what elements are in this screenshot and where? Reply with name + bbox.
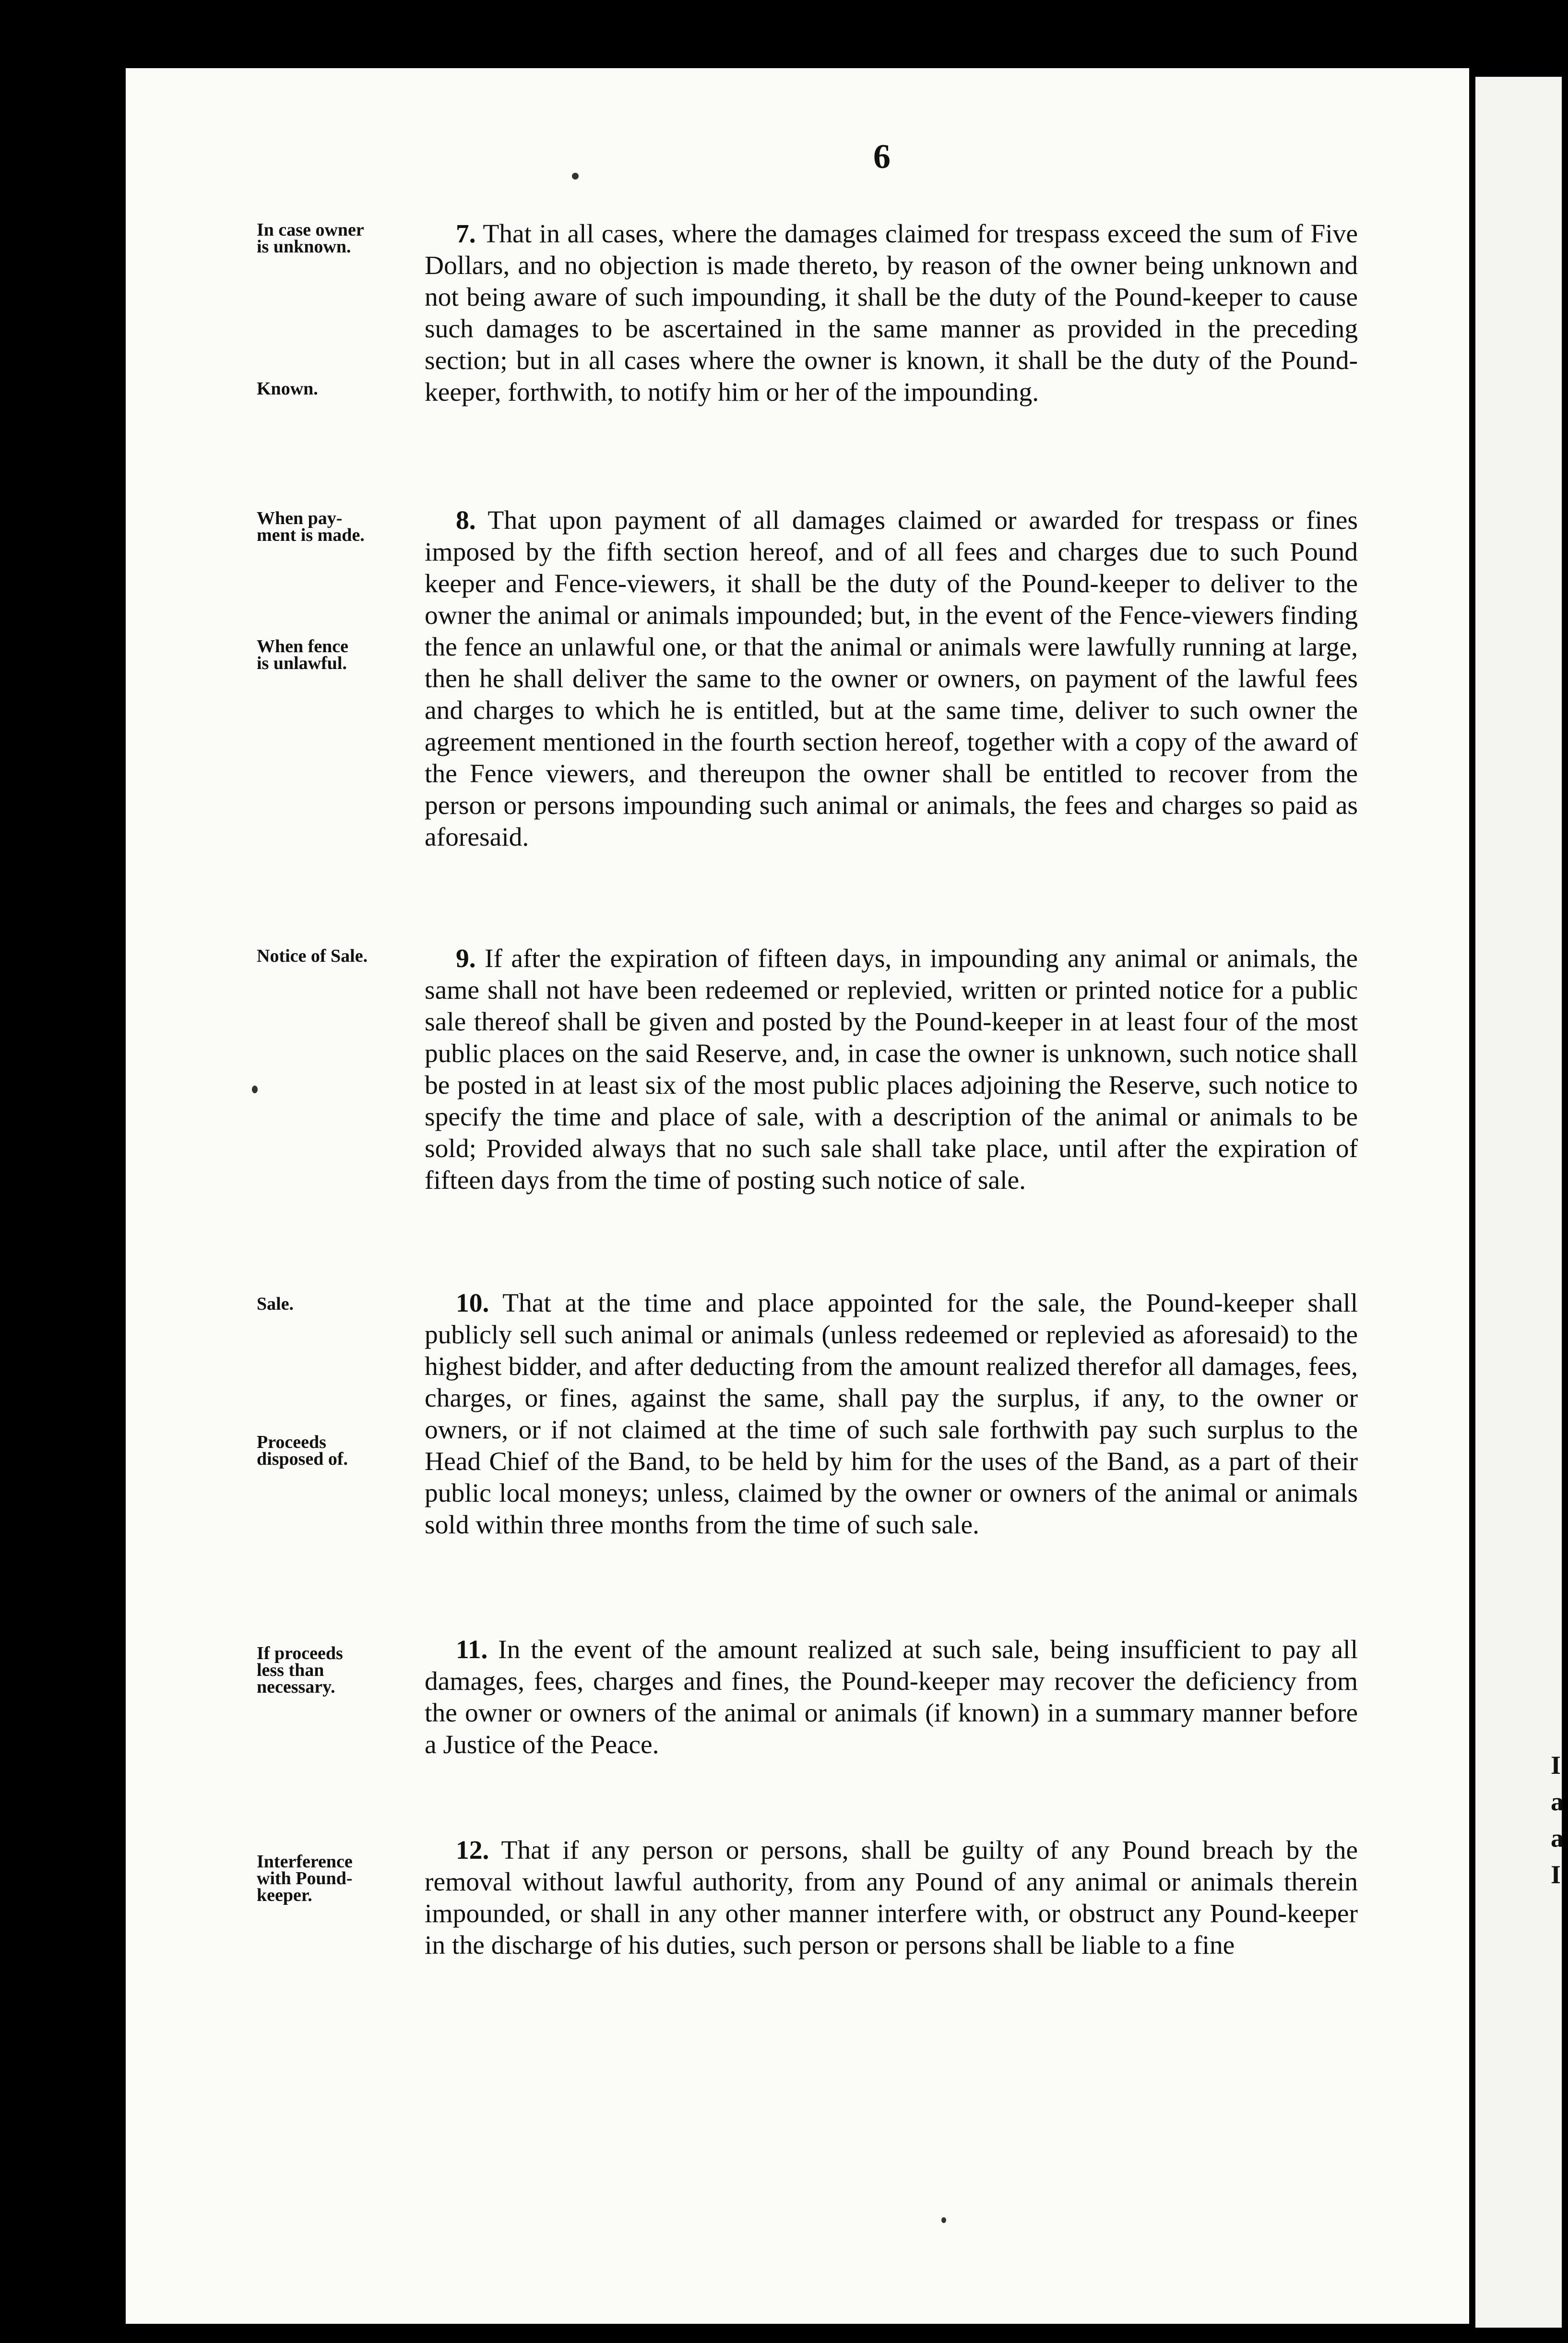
margin-note: Interference with Pound- keeper.: [257, 1852, 353, 1905]
page-number: 6: [873, 137, 891, 176]
margin-note: When pay- ment is made.: [257, 508, 365, 545]
section-8: [425, 505, 1358, 853]
margin-note: Proceeds disposed of.: [257, 1432, 348, 1469]
section-11: [425, 1634, 1358, 1761]
section-10: [425, 1288, 1358, 1541]
margin-note: When fence is unlawful.: [257, 636, 349, 673]
ink-speck: [572, 173, 579, 179]
edge-letter: I: [1551, 1751, 1561, 1780]
edge-letter: a: [1551, 1787, 1564, 1816]
margin-note: In case owner is unknown.: [257, 220, 364, 257]
section-number: 9.: [456, 944, 476, 973]
ink-speck: [941, 2217, 946, 2223]
section-number: 8.: [456, 506, 476, 535]
section-7: [425, 218, 1358, 408]
margin-note: Sale.: [257, 1294, 294, 1314]
section-text: In the event of the amount realized at such sale, being insufficient to pay all damages, fees, charges and fines, the Pound-keeper may recover the deficiency from the owner or owners of the animal or animals (if known) in a summary manner before a Justice of the Peace.: [425, 1635, 1358, 1759]
edge-letter: I: [1551, 1860, 1561, 1889]
section-text: That if any person or persons, shall be guilty of any Pound breach by the removal without lawful authority, from any Pound of any animal or animals therein impounded, or shall in any other manner interfere with, or obstruct any Pound-keeper in the discharge of his duties, such person or persons shall be liable to a fine: [425, 1836, 1358, 1960]
edge-letter: a: [1551, 1824, 1564, 1853]
section-number: 7.: [456, 219, 476, 249]
margin-note: If proceeds less than necessary.: [257, 1643, 343, 1697]
section-text: That at the time and place appointed for the sale, the Pound-keeper shall publicly sell such animal or animals (unless redeemed or replevied as aforesaid) to the highest bidder, and after deducting from the amount realized therefor all damages, fees, charges, or fines, against the same, shall pay the surplus, if any, to the owner or owners, or if not claimed at the time of such sale forthwith pay such surplus to the Head Chief of the Band, to be held by him for the uses of the Band, as a part of their public local moneys; unless, claimed by the owner or owners of the animal or animals sold within three months from the time of such sale.: [425, 1289, 1358, 1540]
section-number: 12.: [456, 1836, 489, 1865]
margin-note: Notice of Sale.: [257, 946, 368, 966]
section-number: 11.: [456, 1635, 488, 1664]
section-number: 10.: [456, 1289, 489, 1318]
section-text: If after the expiration of fifteen days, in impounding any animal or animals, the same shall not have been redeemed or replevied, written or printed notice for a public sale thereof shall be given and posted by the Pound-keeper in at least four of the most public places on the said Reserve, and, in case the owner is unknown, such notice shall be posted in at least six of the most public places adjoining the Reserve, such notice to specify the time and place of sale, with a description of the animal or animals to be sold; Provided always that no such sale shall take place, until after the expiration of fifteen days from the time of posting such notice of sale.: [425, 944, 1358, 1195]
adjacent-page-letters: [1551, 1747, 1568, 1893]
adjacent-page-edge: [1475, 77, 1562, 2328]
section-text: That in all cases, where the damages claimed for trespass exceed the sum of Five Dollars, and no objection is made thereto, by reason of the owner being unknown and not being aware of such impounding, it shall be the duty of the Pound-keeper to cause such damages to be ascertained in the same manner as provided in the preceding section; but in all cases where the owner is known, it shall be the duty of the Pound-keeper, forthwith, to notify him or her of the impounding.: [425, 219, 1358, 407]
section-text: That upon payment of all damages claimed or awarded for trespass or fines imposed by the fifth section hereof, and of all fees and charges due to such Pound keeper and Fence-viewers, it shall be the duty of the Pound-keeper to deliver to the owner the animal or animals impounded; but, in the event of the Fence-viewers finding the fence an unlawful one, or that the animal or animals were lawfully running at large, then he shall deliver the same to the owner or owners, on payment of the lawful fees and charges to which he is entitled, but at the same time, deliver to such owner the agreement mentioned in the fourth section hereof, together with a copy of the award of the Fence viewers, and thereupon the owner shall be entitled to recover from the person or persons impounding such animal or animals, the fees and charges so paid as aforesaid.: [425, 506, 1358, 852]
ink-speck: [252, 1086, 258, 1093]
section-12: [425, 1835, 1358, 1961]
section-9: [425, 943, 1358, 1196]
margin-note: Known.: [257, 379, 318, 399]
